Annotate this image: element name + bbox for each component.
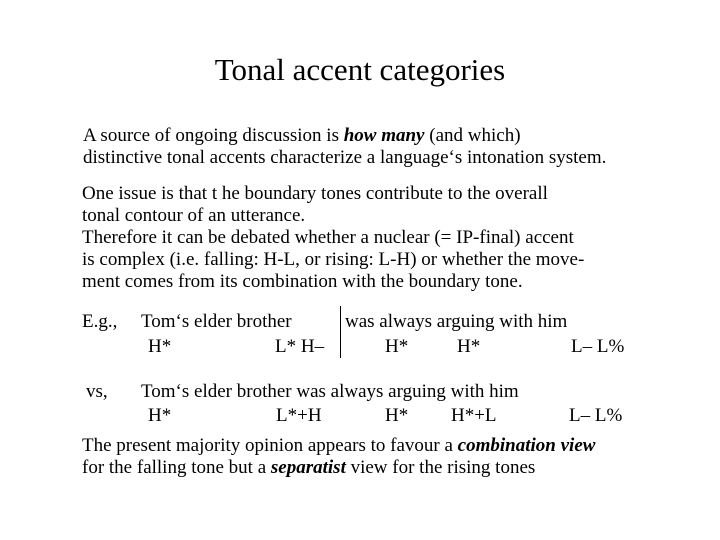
conclusion-line-1 (82, 435, 595, 457)
conclusion-text-tail: view for the rising tones (345, 457, 536, 478)
example2-tone: L– L% (569, 405, 623, 426)
intro-text: A source of ongoing discussion is (83, 125, 344, 146)
example1-tone: H* (148, 336, 172, 357)
example2-tone: L*+H (276, 405, 322, 426)
example1-words-b: was always arguing with him (345, 311, 568, 332)
intro-text-tail: (and which) (424, 125, 521, 146)
phrase-boundary-divider (340, 306, 341, 358)
emphasis-combination-view: combination view (457, 435, 596, 456)
example1-tone: L– L% (571, 336, 625, 357)
example2-label: vs, (86, 381, 108, 402)
intro-line-2: distinctive tonal accents characterize a language‘s intonation system. (83, 147, 607, 168)
conclusion-line-2 (82, 457, 595, 479)
example1-tone: H* (385, 336, 409, 357)
intro-paragraph (83, 125, 606, 169)
paragraph-line: One issue is that t he boundary tones contribute to the overall (82, 183, 548, 204)
example1-tone: H* (457, 336, 481, 357)
paragraph-line: is complex (i.e. falling: H-L, or rising: L-H) or whether the move- (82, 249, 585, 270)
emphasis-how-many: how many (343, 125, 425, 146)
paragraph-line: tonal contour of an utterance. (82, 205, 306, 226)
example1-label: E.g., (82, 311, 118, 332)
example2-words: Tom‘s elder brother was always arguing with him (141, 381, 519, 402)
example2-tone: H* (148, 405, 172, 426)
intro-line-1 (83, 125, 606, 147)
example1-words-a: Tom‘s elder brother (141, 311, 292, 332)
conclusion-text: for the falling tone but a (82, 457, 271, 478)
conclusion-paragraph (82, 435, 595, 479)
example2-tone: H* (385, 405, 409, 426)
example2-tone: H*+L (451, 405, 497, 426)
boundary-tone-paragraph (82, 183, 584, 293)
slide-title: Tonal accent categories (214, 52, 506, 87)
paragraph-line: ment comes from its combination with the boundary tone. (82, 271, 523, 292)
paragraph-line: Therefore it can be debated whether a nuclear (= IP-final) accent (82, 227, 574, 248)
example1-tone: L* H– (275, 336, 325, 357)
emphasis-separatist: separatist (270, 457, 346, 478)
conclusion-text: The present majority opinion appears to favour a (82, 435, 458, 456)
